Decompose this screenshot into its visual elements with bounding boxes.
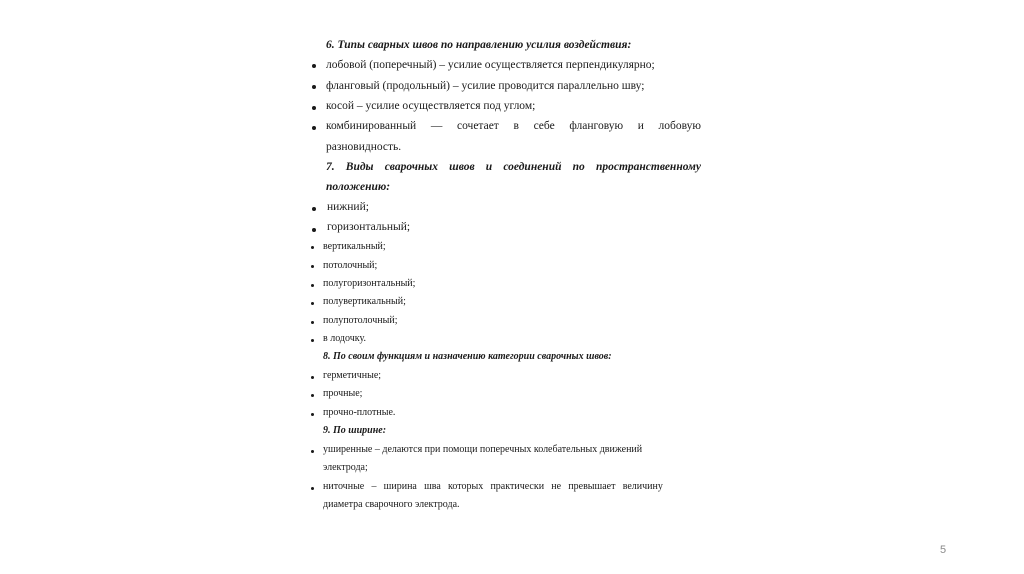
list-item: фланговый (продольный) – усилие проводится параллельно шву;: [326, 80, 645, 92]
list-item-continuation: разновидность.: [326, 141, 402, 153]
section-7-heading-continuation: положению:: [326, 181, 391, 193]
list-item: горизонтальный;: [327, 221, 411, 233]
word: швов: [449, 161, 475, 173]
word: превышает: [568, 481, 616, 492]
word: и: [485, 161, 493, 173]
word: сварочных: [384, 161, 438, 173]
bullet-icon: [311, 284, 314, 287]
list-item: полупотолочный;: [323, 315, 398, 326]
list-item-continuation: диаметра сварочного электрода.: [323, 499, 460, 510]
word: фланговую: [569, 120, 624, 132]
word: соединений: [503, 161, 562, 173]
word: по: [572, 161, 585, 173]
word: не: [551, 481, 562, 492]
word: 7.: [326, 161, 335, 173]
bullet-icon: [312, 106, 316, 110]
list-item: в лодочку.: [323, 333, 366, 344]
list-item: герметичные;: [323, 370, 382, 381]
word: сочетает: [456, 120, 499, 132]
word: которых: [448, 481, 484, 492]
list-item: вертикальный;: [323, 241, 386, 252]
bullet-icon: [311, 413, 314, 416]
list-item: полугоризонтальный;: [323, 278, 416, 289]
list-item-continuation: электрода;: [323, 462, 368, 473]
word: пространственному: [595, 161, 701, 173]
bullet-icon: [311, 450, 314, 453]
bullet-icon: [312, 207, 316, 211]
list-item: лобовой (поперечный) – усилие осуществляется перпендикулярно;: [326, 59, 655, 71]
list-item: уширенные – делаются при помощи поперечных колебательных движений: [323, 444, 643, 455]
section-9-heading: 9. По ширине:: [323, 425, 387, 436]
word: –: [371, 481, 377, 492]
list-item-justified: [323, 482, 663, 492]
bullet-icon: [312, 64, 316, 68]
bullet-icon: [312, 85, 316, 89]
list-item: нижний;: [327, 201, 369, 213]
list-item: полувертикальный;: [323, 296, 406, 307]
word: практически: [490, 481, 545, 492]
bullet-icon: [312, 126, 316, 130]
bullet-icon: [311, 246, 314, 249]
bullet-icon: [311, 376, 314, 379]
list-item: прочно-плотные.: [323, 407, 396, 418]
section-8-heading: 8. По своим функциям и назначению категории сварочных швов:: [323, 351, 612, 362]
word: и: [637, 120, 644, 132]
word: —: [430, 120, 443, 132]
word: ширина: [383, 481, 417, 492]
list-item: прочные;: [323, 388, 363, 399]
word: шва: [424, 481, 441, 492]
bullet-icon: [312, 228, 316, 232]
word: комбинированный: [326, 120, 417, 132]
word: себе: [533, 120, 555, 132]
word: Виды: [345, 161, 374, 173]
word: ниточные: [323, 481, 365, 492]
list-item: потолочный;: [323, 260, 378, 271]
word: лобовую: [658, 120, 701, 132]
bullet-icon: [311, 394, 314, 397]
bullet-icon: [311, 487, 314, 490]
bullet-icon: [311, 302, 314, 305]
bullet-icon: [311, 265, 314, 268]
section-6-heading: 6. Типы сварных швов по направлению усилия воздействия:: [326, 39, 632, 51]
list-item-justified: [326, 121, 701, 133]
page-number: 5: [940, 544, 947, 556]
section-7-heading: [326, 162, 701, 174]
word: величину: [622, 481, 663, 492]
bullet-icon: [311, 339, 314, 342]
list-item: косой – усилие осуществляется под углом;: [326, 100, 536, 112]
bullet-icon: [311, 321, 314, 324]
word: в: [513, 120, 519, 132]
